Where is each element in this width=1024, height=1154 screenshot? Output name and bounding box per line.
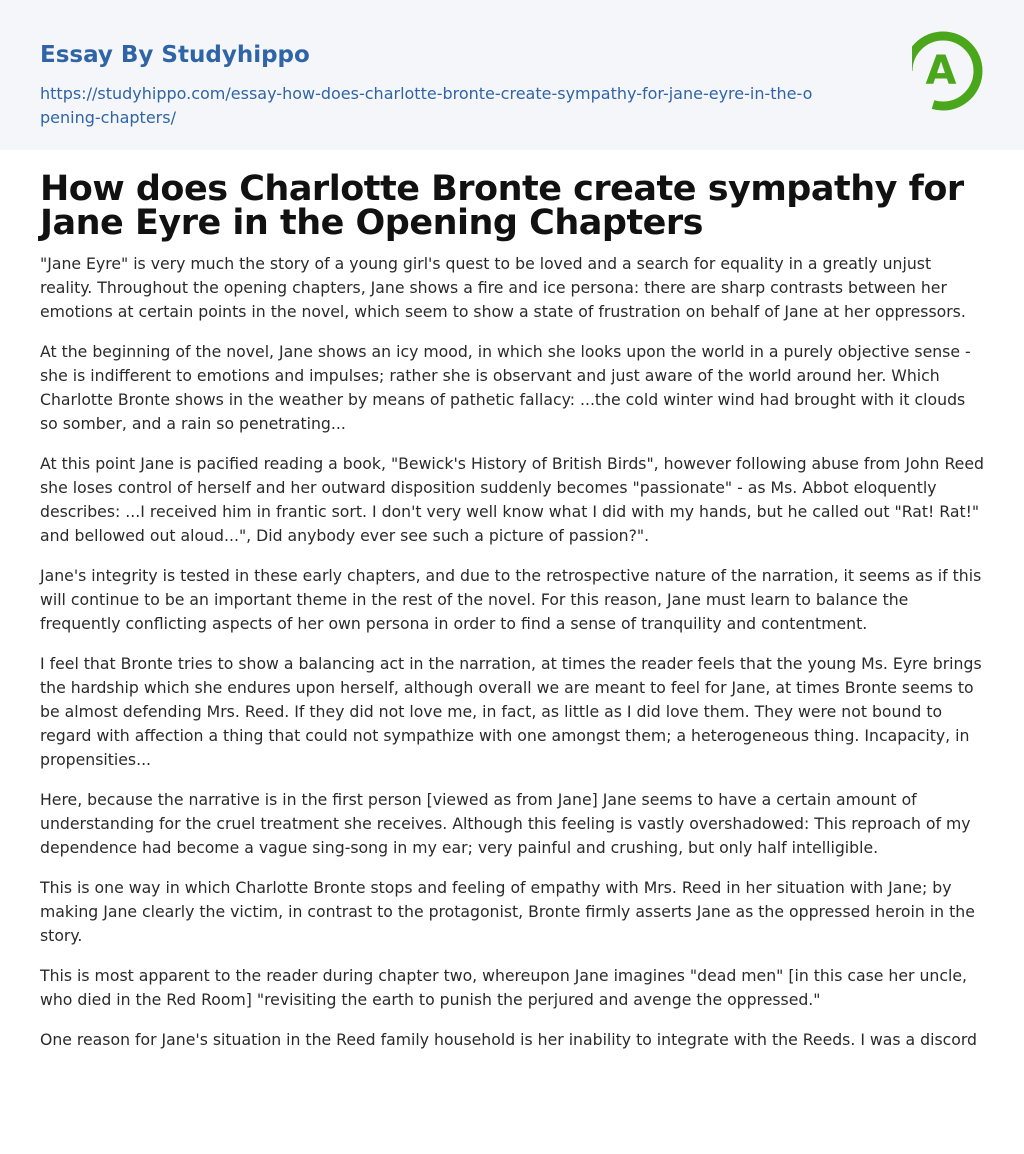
site-brand[interactable]: Essay By Studyhippo	[40, 42, 310, 68]
source-url-link[interactable]: https://studyhippo.com/essay-how-does-charlotte-bronte-create-sympathy-for-jane-eyre-in-the-opening-chapters/	[40, 84, 813, 127]
site-header	[0, 0, 1024, 150]
paragraph-3: At this point Jane is pacified reading a book, "Bewick's History of British Birds", however following abuse from John Reed she loses control of herself and her outward disposition suddenly becomes "passionate" - as Ms. Abbot eloquently describes: ...I received him in frantic sort. I don't very well know what I did with my hands, but he called out "Rat! Rat!" and bellowed out aloud...", Did anybody ever see such a picture of passion?".	[40, 454, 984, 545]
studyhippo-logo-icon[interactable]	[912, 28, 986, 116]
paragraph-1: "Jane Eyre" is very much the story of a young girl's quest to be loved and a search for equality in a greatly unjust reality. Throughout the opening chapters, Jane shows a fire and ice persona: there are sharp contrasts between her emotions at certain points in the novel, which seem to show a state of frustration on behalf of Jane at her oppressors.	[40, 254, 966, 321]
article	[0, 150, 1024, 1052]
article-title: How does Charlotte Bronte create sympathy for Jane Eyre in the Opening Chapters	[40, 169, 964, 243]
paragraph-5: I feel that Bronte tries to show a balancing act in the narration, at times the reader feels that the young Ms. Eyre brings the hardship which she endures upon herself, although overall we are meant to feel for Jane, at times Bronte seems to be almost defending Mrs. Reed. If they did not love me, in fact, as little as I did love them. They were not bound to regard with affection a thing that could not sympathize with one amongst them; a heterogeneous thing. Incapacity, in propensities...	[40, 654, 982, 769]
paragraph-6: Here, because the narrative is in the first person [viewed as from Jane] Jane seems to have a certain amount of understanding for the cruel treatment she receives. Although this feeling is vastly overshadowed: This reproach of my dependence had become a vague sing-song in my ear; very painful and crushing, but only half intelligible.	[40, 790, 971, 857]
paragraph-2: At the beginning of the novel, Jane shows an icy mood, in which she looks upon the world in a purely objective sense - she is indifferent to emotions and impulses; rather she is observant and just aware of the world around her. Which Charlotte Bronte shows in the weather by means of pathetic fallacy: ...the cold winter wind had brought with it clouds so somber, and a rain so penetrating...	[40, 342, 971, 433]
paragraph-8: This is most apparent to the reader during chapter two, whereupon Jane imagines "dead men" [in this case her uncle, who died in the Red Room] "revisiting the earth to punish the perjured and avenge the oppressed."	[40, 966, 967, 1009]
paragraph-4: Jane's integrity is tested in these early chapters, and due to the retrospective nature of the narration, it seems as if this will continue to be an important theme in the rest of the novel. For this reason, Jane must learn to balance the frequently conflicting aspects of her own persona in order to find a sense of tranquility and contentment.	[40, 566, 982, 633]
paragraph-9: One reason for Jane's situation in the Reed family household is her inability to integrate with the Reeds. I was a discord	[40, 1030, 977, 1049]
paragraph-7: This is one way in which Charlotte Bronte stops and feeling of empathy with Mrs. Reed in her situation with Jane; by making Jane clearly the victim, in contrast to the protagonist, Bronte firmly asserts Jane as the oppressed heroin in the story.	[40, 878, 975, 945]
logo-letter: A	[925, 48, 957, 94]
